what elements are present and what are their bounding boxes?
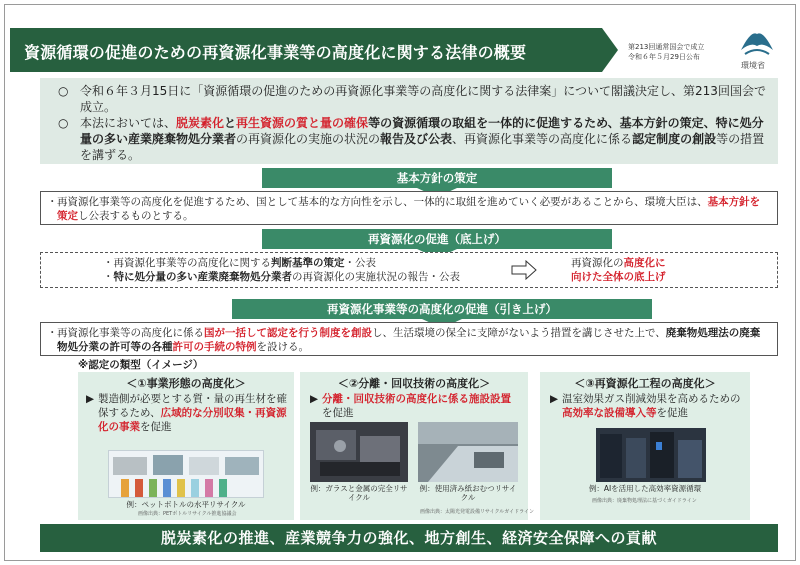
recycling-machine-illustration [310, 422, 408, 482]
bullet: ・ [103, 257, 114, 269]
conveyor-illustration [418, 422, 518, 482]
bullet: ・ [103, 271, 114, 283]
promotion-text: 判断基準の策定 [271, 257, 345, 269]
promotion-text: 再資源化事業等の高度化に関する [113, 257, 271, 269]
arrow-right-icon [511, 260, 537, 280]
advancement-highlight: 国が一括して認定を行う制度を創設 [204, 327, 372, 339]
basic-policy-text: 再資源化事業等の高度化を促進するため、国として基本的な方向性を示し、一体的に取組を進めていく必要があることから、環境大臣は、 [57, 196, 708, 208]
panel-text [550, 392, 746, 420]
glass-recycling-image [310, 422, 408, 482]
promotion-text: の再資源化の実施状況の報告・公表 [292, 271, 460, 283]
intro-text-1: 令和６年３月15日に「資源循環の促進のための再資源化事業等の高度化に関する法律案」について閣議決定し、第213回国会で成立。 [80, 84, 766, 114]
basic-policy-text: し公表するものとする。 [78, 210, 194, 222]
image-source: 画像出典：太陽光発電設備リサイクルガイドライン [420, 509, 535, 515]
panel-title: ＜③再資源化工程の高度化＞ [574, 377, 716, 390]
ai-facility-image [596, 428, 706, 482]
panel-title: ＜②分離・回収技術の高度化＞ [337, 377, 491, 390]
result-highlight: 向けた全体の底上げ [571, 271, 666, 283]
intro-text: 本法においては、 [80, 116, 177, 130]
intro-box [40, 78, 778, 164]
intro-text: 等の資源循環の取組を一体的に促進するため、基本方針の策定、特に処分量の多い産業廃棄物処分業者 [80, 116, 764, 146]
panel-process-advancement [540, 372, 750, 520]
intro-paragraph-2 [58, 115, 770, 163]
advancement-text: し、生活環境の保全に支障がないよう措置を講じさせた上で、 [372, 327, 666, 339]
meta-line-2: 令和６年５月29日公布 [628, 53, 700, 61]
page-title: 資源循環の促進のための再資源化事業等の高度化に関する法律の概要 [24, 43, 527, 62]
intro-highlight: 再生資源の質と量の確保 [236, 116, 369, 130]
panel-caption: 例：AIを活用した高効率資源循環 [588, 484, 702, 493]
enactment-info [628, 42, 704, 62]
image-source: 画像出典：PETボトルリサイクル推進協議会 [138, 511, 237, 517]
intro-text: 報告及び公表 [380, 132, 453, 146]
result-text: 再資源化の [571, 257, 624, 269]
promotion-text: 特に処分量の多い産業廃棄物処分業者 [113, 271, 292, 283]
panel-text-part: を促進 [656, 407, 688, 419]
panel-title: ＜①事業形態の高度化＞ [126, 377, 246, 390]
outcome-banner: 脱炭素化の推進、産業競争力の強化、地方創生、経済安全保障への貢献 [40, 524, 778, 552]
panel-text [86, 392, 290, 434]
basic-policy-highlight: 基本方針を策定 [57, 196, 761, 222]
diaper-recycling-image [418, 422, 518, 482]
title-bar [10, 28, 602, 72]
intro-text: と [224, 116, 237, 130]
intro-text: 等の措置を講ずる。 [80, 132, 765, 162]
panel-text-part: を促進 [322, 407, 354, 419]
intro-text: 、再資源化事業等の高度化に係る [452, 132, 633, 146]
circle-bullet: ○ [58, 84, 69, 98]
intro-text: の再資源化の実施の状況の [236, 132, 381, 146]
panel-text-part: を促進 [140, 421, 172, 433]
promotion-item-1 [103, 256, 376, 270]
section-heading-basic-policy: 基本方針の策定 [262, 168, 612, 188]
meta-line-1: 第213回通常国会で成立 [628, 43, 705, 51]
triangle-bullet-icon: ▶ [310, 393, 319, 405]
section-heading-promotion: 再資源化の促進（底上げ） [262, 229, 612, 249]
panel-business-model [78, 372, 294, 520]
advancement-text: 再資源化事業等の高度化に係る [57, 327, 204, 339]
bullet: ・ [47, 327, 58, 339]
intro-highlight: 脱炭素化 [176, 116, 225, 130]
ministry-name: 環境省 [741, 61, 765, 70]
panel-caption: 例：ペットボトルの水平リサイクル [126, 500, 246, 509]
triangle-bullet-icon: ▶ [86, 393, 95, 405]
panel-highlight: 広域的な分別収集・再資源化の事業 [98, 407, 287, 433]
panel-caption: 例：使用済み紙おむつリサイクル [419, 484, 517, 502]
advancement-text: 廃棄物処理法の廃棄物処分業の許可等の各種 [57, 327, 761, 353]
panel-text-part: 製造側が必要とする質・量の再生材を確保するため、 [98, 393, 287, 419]
certification-types-title: ※認定の類型（イメージ） [78, 359, 204, 371]
promotion-result [571, 256, 666, 284]
section-heading-advancement: 再資源化事業等の高度化の促進（引き上げ） [232, 299, 652, 319]
promotion-box [40, 252, 778, 288]
panel-highlight: 分離・回収技術の高度化に係る施設 [322, 393, 490, 405]
panel-caption: 例：ガラスと金属の完全リサイクル [310, 484, 408, 502]
panel-highlight: 設置 [490, 393, 511, 405]
promotion-item-2 [103, 270, 460, 284]
panel-text [310, 392, 520, 420]
facility-illustration [596, 428, 706, 482]
image-source: 画像出典：廃棄物処理法に基づくガイドライン [592, 498, 697, 504]
advancement-box [40, 322, 778, 356]
advancement-highlight: 許可の手続の特例 [172, 341, 257, 353]
panel-highlight: 高効率な設備導入等 [562, 407, 657, 419]
panel-separation-technology [300, 372, 535, 520]
promotion-text: ・公表 [344, 257, 376, 269]
circle-bullet: ○ [58, 116, 69, 130]
advancement-text: を設ける。 [256, 341, 309, 353]
panel-text-part: 温室効果ガス削減効果を高めるための [562, 393, 741, 405]
basic-policy-box [40, 191, 778, 225]
pet-bottle-image [108, 450, 264, 498]
intro-paragraph-1 [58, 83, 770, 115]
pet-bottle-illustration [109, 451, 264, 498]
bullet: ・ [47, 196, 58, 208]
triangle-bullet-icon: ▶ [550, 393, 559, 405]
result-highlight: 高度化に [623, 257, 666, 269]
intro-text: 認定制度の創設 [632, 132, 717, 146]
